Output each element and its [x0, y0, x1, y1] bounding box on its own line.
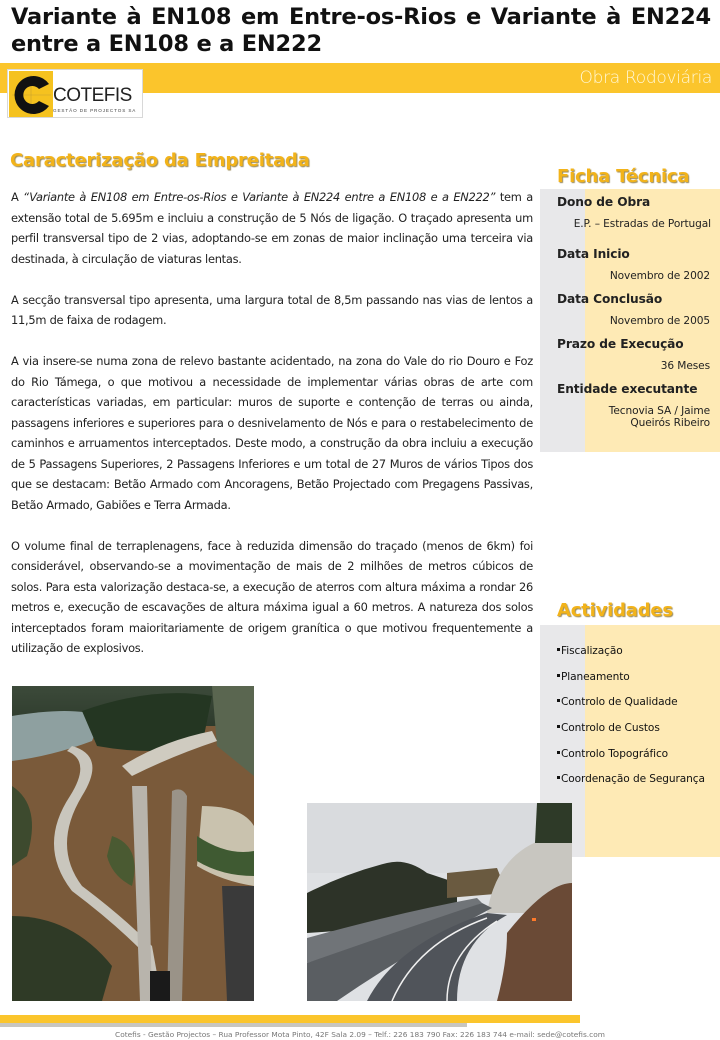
field-value-prazo-execucao: 36 Meses — [660, 360, 710, 372]
activity-item: Controlo Topográfico — [557, 748, 668, 760]
logo-subtitle: GESTÃO DE PROJECTOS SA — [53, 108, 137, 113]
footer-yellow-bar — [0, 1015, 580, 1023]
activity-item: Planeamento — [557, 671, 630, 683]
bullet-icon — [557, 751, 560, 754]
paragraph-3: A via insere-se numa zona de relevo bastante acidentado, na zona do Vale do rio Douro e Foz do Rio Támega, o que motivou a necessidade de implementar várias obras de arte com características variadas, em particular: muros de suporte e contenção de terras ou ainda, passagens inferiores e superiores para o desnivelamento de Nós e para o restabelecimento de caminhos e arruamentos interceptados. Deste modo, a construção da obra incluiu a execução de 5 Passagens Superiores, 2 Passagens Inferiores e um total de 27 Muros de vários Tipos dos que se destacam: Betão Armado com Ancoragens, Betão Projectado com Pregagens Passivas, Betão Armado, Gabiões e Terra Armada. — [11, 354, 533, 512]
bullet-icon — [557, 648, 560, 651]
paragraph-1 — [11, 187, 533, 269]
bullet-icon — [557, 674, 560, 677]
field-value-dono-de-obra: E.P. – Estradas de Portugal — [573, 218, 711, 230]
logo-c-icon — [9, 71, 53, 117]
field-value-data-conclusao: Novembro de 2005 — [609, 315, 710, 327]
footer-gray-bar — [0, 1023, 467, 1027]
activity-item: Controlo de Qualidade — [557, 696, 678, 708]
highway-photo — [307, 803, 572, 1001]
activity-item: Fiscalização — [557, 645, 623, 657]
field-label-prazo-execucao: Prazo de Execução — [557, 337, 684, 351]
field-label-entidade-executante: Entidade executante — [557, 382, 698, 396]
bullet-icon — [557, 699, 560, 702]
paragraph-2: A secção transversal tipo apresenta, uma largura total de 8,5m passando nas vias de lentos a 11,5m de faixa de rodagem. — [11, 292, 533, 327]
cotefis-logo — [7, 69, 143, 118]
page-title: Variante à EN108 em Entre-os-Rios e Variante à EN224 entre a EN108 e a EN222 — [11, 4, 711, 57]
field-label-dono-de-obra: Dono de Obra — [557, 195, 651, 209]
bullet-icon — [557, 725, 560, 728]
p1-prefix: A — [11, 190, 24, 204]
project-name-quote: “Variante à EN108 em Entre-os-Rios e Variante à EN224 entre a EN108 e a EN222” — [23, 190, 496, 204]
description-text — [11, 187, 533, 679]
bullet-icon — [557, 776, 560, 779]
aerial-construction-photo — [12, 686, 254, 1001]
field-value-data-inicio: Novembro de 2002 — [609, 270, 710, 282]
footer-contact: Cotefis - Gestão Projectos – Rua Professor Mota Pinto, 42F Sala 2.09 – Telf.: 226 183 790 Fax: 226 183 744 e-mail: sede@cotefis.com — [115, 1030, 605, 1039]
p1-rest: tem a extensão total de 5.695m e incluiu a construção de 5 Nós de ligação. O traçado apresenta um perfil transversal tipo de 2 vias, adoptando-se em zonas de maior inclinação uma terceira via destinada, à circulação de viaturas lentas. — [11, 190, 534, 266]
field-value-entidade-executante-line1: Tecnovia SA / Jaime — [608, 405, 710, 417]
actividades-heading: Actividades — [557, 600, 673, 621]
field-label-data-inicio: Data Inicio — [557, 247, 630, 261]
field-label-data-conclusao: Data Conclusão — [557, 292, 663, 306]
main-heading: Caracterização da Empreitada — [10, 150, 310, 171]
paragraph-4: O volume final de terraplenagens, face à reduzida dimensão do traçado (menos de 6km) foi considerável, observando-se a movimentação de mais de 2 milhões de metros cúbicos de solos. Para esta valorização destaca-se, a execução de aterros com altura máxima a rondar 26 metros e, execução de escavações de altura máxima igual a 60 metros. A natureza dos solos interceptados foram maioritariamente de origem granítica o que motivou frequentemente a utilização de explosivos. — [11, 538, 533, 655]
activity-item: Coordenação de Segurança — [557, 773, 705, 785]
field-value-entidade-executante-line2: Queirós Ribeiro — [630, 417, 710, 429]
logo-name: COTEFIS — [53, 85, 132, 106]
activity-item: Controlo de Custos — [557, 722, 660, 734]
ficha-tecnica-heading: Ficha Técnica — [557, 166, 690, 187]
category-label: Obra Rodoviária — [579, 68, 712, 88]
